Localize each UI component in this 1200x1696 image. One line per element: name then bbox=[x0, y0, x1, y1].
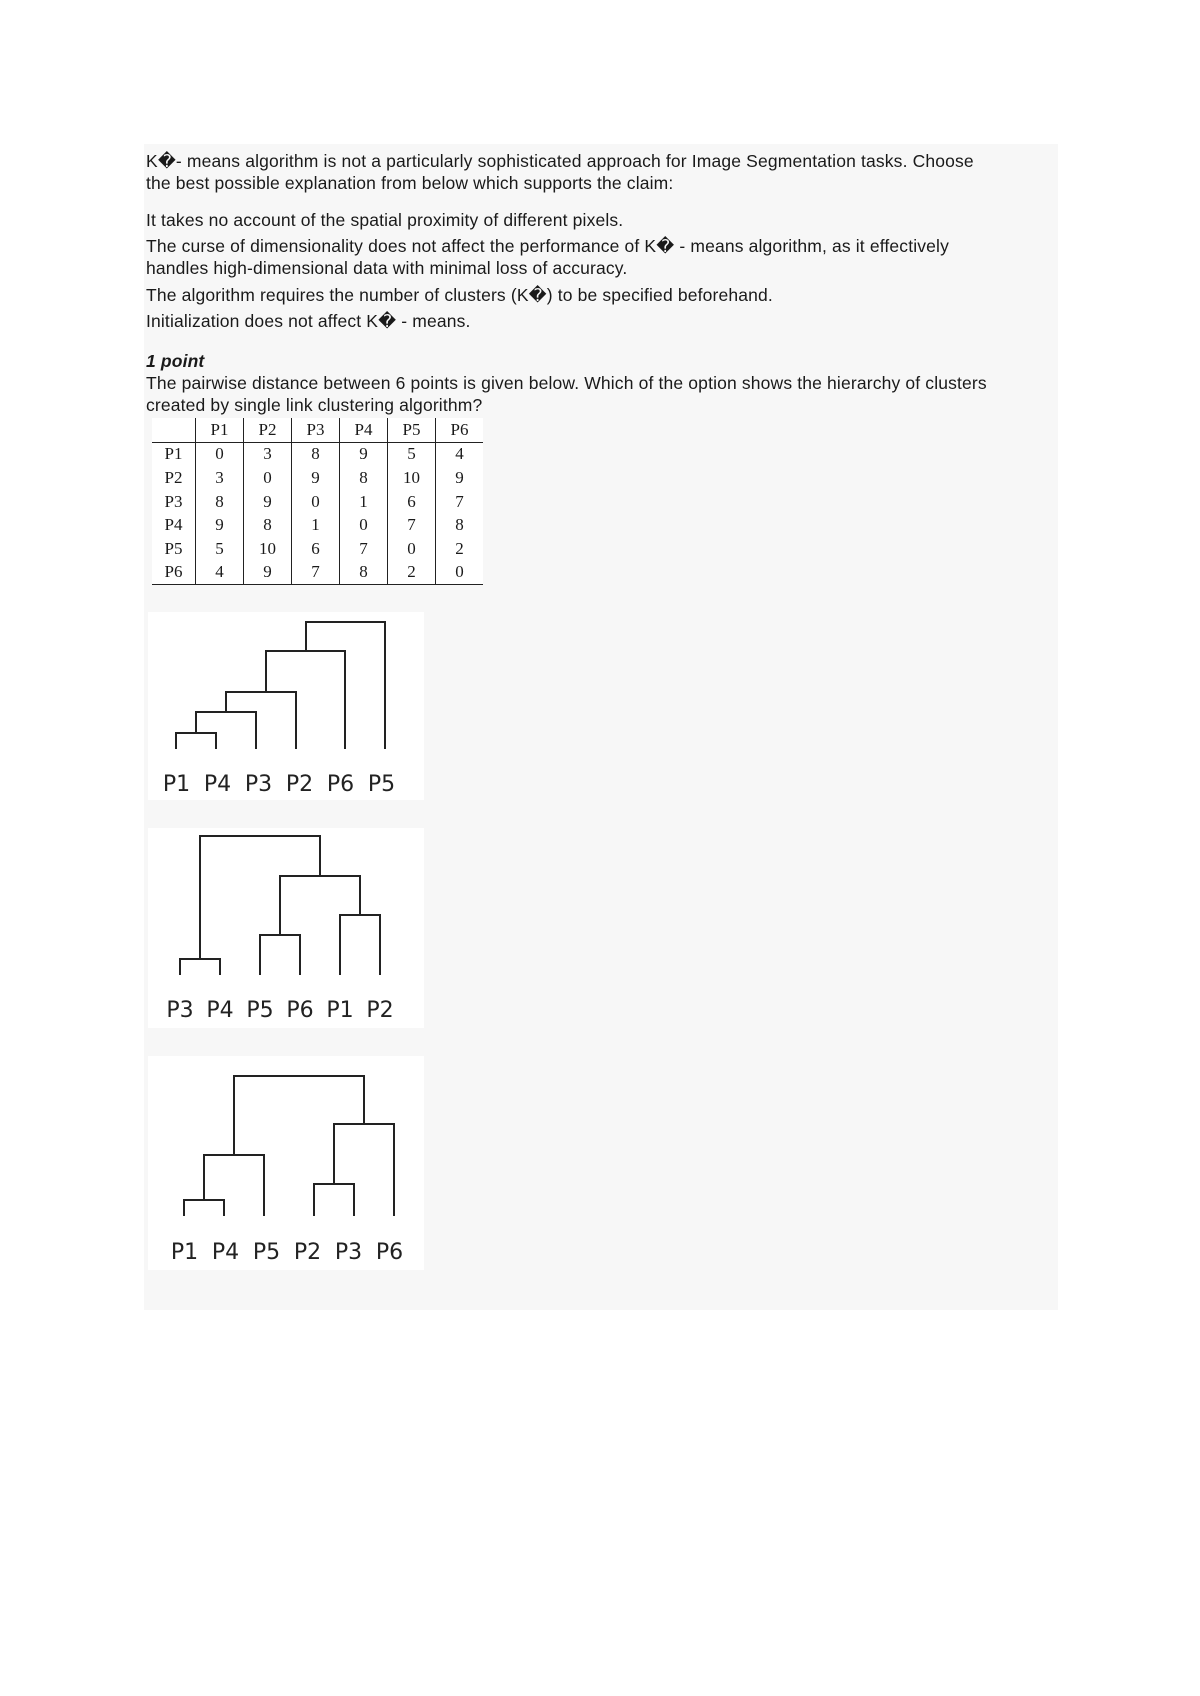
table-row bbox=[152, 561, 483, 585]
table-cell: 10 bbox=[388, 466, 436, 490]
leaf-label: P3 bbox=[166, 998, 194, 1023]
table-cell: 5 bbox=[388, 442, 436, 466]
table-cell: 1 bbox=[292, 513, 340, 537]
table-cell: 7 bbox=[292, 561, 340, 585]
q1-option-1[interactable]: It takes no account of the spatial proximity of different pixels. bbox=[146, 210, 624, 230]
table-cell: 2 bbox=[436, 537, 484, 561]
table-cell: 9 bbox=[244, 490, 292, 514]
table-cell: 8 bbox=[340, 561, 388, 585]
dendrogram-option-c[interactable] bbox=[148, 1056, 424, 1270]
table-header-cell: P6 bbox=[436, 418, 484, 442]
table-row-label: P6 bbox=[152, 561, 196, 585]
table-row-label: P2 bbox=[164, 467, 183, 487]
table-cell: 2 bbox=[388, 561, 436, 585]
q1-option-2-continued: handles high-dimensional data with minimal loss of accuracy. bbox=[146, 258, 628, 278]
table-cell: 8 bbox=[196, 490, 244, 514]
table-cell: 4 bbox=[196, 561, 244, 585]
table-cell: 4 bbox=[436, 442, 484, 466]
table-cell: 8 bbox=[292, 442, 340, 466]
table-header-cell: P5 bbox=[388, 418, 436, 442]
table-row bbox=[152, 537, 483, 561]
table-cell: 1 bbox=[340, 490, 388, 514]
leaf-label: P4 bbox=[211, 1240, 240, 1265]
q1-option-3[interactable]: The algorithm requires the number of clusters (K�) to be specified beforehand. bbox=[146, 285, 773, 305]
table-cell: 0 bbox=[436, 561, 484, 585]
table-cell: 9 bbox=[292, 466, 340, 490]
table-header-row bbox=[152, 418, 483, 442]
table-cell: 9 bbox=[244, 561, 292, 585]
table-header-cell: P1 bbox=[196, 418, 244, 442]
table-header-cell: P4 bbox=[340, 418, 388, 442]
table-cell: 0 bbox=[292, 490, 340, 514]
table-cell: 10 bbox=[244, 537, 292, 561]
leaf-label: P5 bbox=[246, 998, 274, 1023]
table-cell: 7 bbox=[436, 490, 484, 514]
q2-question-line1: The pairwise distance between 6 points is given below. Which of the option shows the hierarchy of clusters bbox=[146, 373, 987, 393]
table-row-label: P4 bbox=[164, 515, 183, 535]
q1-question-line1: K�- means algorithm is not a particularly sophisticated approach for Image Segmentation tasks. Choose bbox=[146, 151, 974, 171]
leaf-label: P4 bbox=[206, 998, 234, 1023]
dendrogram-c-leaf-labels bbox=[164, 1240, 410, 1265]
table-row-label: P1 bbox=[164, 444, 183, 464]
table-cell: 7 bbox=[388, 513, 436, 537]
dendrogram-option-b[interactable] bbox=[148, 828, 424, 1028]
table-row bbox=[152, 513, 483, 537]
leaf-label: P6 bbox=[286, 998, 314, 1023]
table-header-cell: P2 bbox=[244, 418, 292, 442]
table-cell: 8 bbox=[436, 513, 484, 537]
leaf-label: P1 bbox=[162, 772, 191, 797]
distance-table bbox=[152, 418, 483, 585]
table-cell: 3 bbox=[244, 442, 292, 466]
leaf-label: P2 bbox=[293, 1240, 322, 1265]
table-cell: 0 bbox=[340, 513, 388, 537]
leaf-label: P6 bbox=[326, 772, 355, 797]
q1-option-4[interactable]: Initialization does not affect K� - means. bbox=[146, 311, 471, 331]
dendrogram-a-leaf-labels bbox=[156, 772, 402, 797]
leaf-label: P5 bbox=[367, 772, 396, 797]
table-cell: 9 bbox=[436, 466, 484, 490]
table-row bbox=[152, 442, 483, 466]
table-cell: 3 bbox=[196, 466, 244, 490]
table-cell: 0 bbox=[244, 466, 292, 490]
table-cell: 5 bbox=[196, 537, 244, 561]
table-cell: 6 bbox=[388, 490, 436, 514]
dendrogram-option-a[interactable] bbox=[148, 612, 424, 800]
table-cell: 7 bbox=[340, 537, 388, 561]
dendrogram-c-lines bbox=[148, 1056, 424, 1270]
table-cell: 9 bbox=[340, 442, 388, 466]
q2-points: 1 point bbox=[146, 351, 205, 371]
table-row bbox=[152, 490, 483, 514]
table-row-label: P3 bbox=[164, 491, 183, 511]
table-cell: 9 bbox=[196, 513, 244, 537]
table-row bbox=[152, 466, 483, 490]
table-row-label: P5 bbox=[164, 538, 183, 558]
leaf-label: P1 bbox=[326, 998, 354, 1023]
table-header-cell bbox=[152, 418, 196, 442]
q1-option-2[interactable]: The curse of dimensionality does not affect the performance of K� - means algorithm, as it effectively bbox=[146, 236, 949, 256]
table-cell: 8 bbox=[244, 513, 292, 537]
leaf-label: P3 bbox=[334, 1240, 363, 1265]
q1-question-line2: the best possible explanation from below which supports the claim: bbox=[146, 173, 674, 193]
table-cell: 6 bbox=[292, 537, 340, 561]
leaf-label: P2 bbox=[285, 772, 314, 797]
leaf-label: P3 bbox=[244, 772, 273, 797]
table-cell: 0 bbox=[196, 442, 244, 466]
table-cell: 8 bbox=[340, 466, 388, 490]
q2-question-line2: created by single link clustering algorithm? bbox=[146, 395, 483, 415]
leaf-label: P1 bbox=[170, 1240, 199, 1265]
leaf-label: P5 bbox=[252, 1240, 281, 1265]
table-cell: 0 bbox=[388, 537, 436, 561]
table-header-cell: P3 bbox=[292, 418, 340, 442]
dendrogram-b-leaf-labels bbox=[160, 998, 400, 1023]
leaf-label: P2 bbox=[366, 998, 394, 1023]
leaf-label: P4 bbox=[203, 772, 232, 797]
leaf-label: P6 bbox=[375, 1240, 404, 1265]
